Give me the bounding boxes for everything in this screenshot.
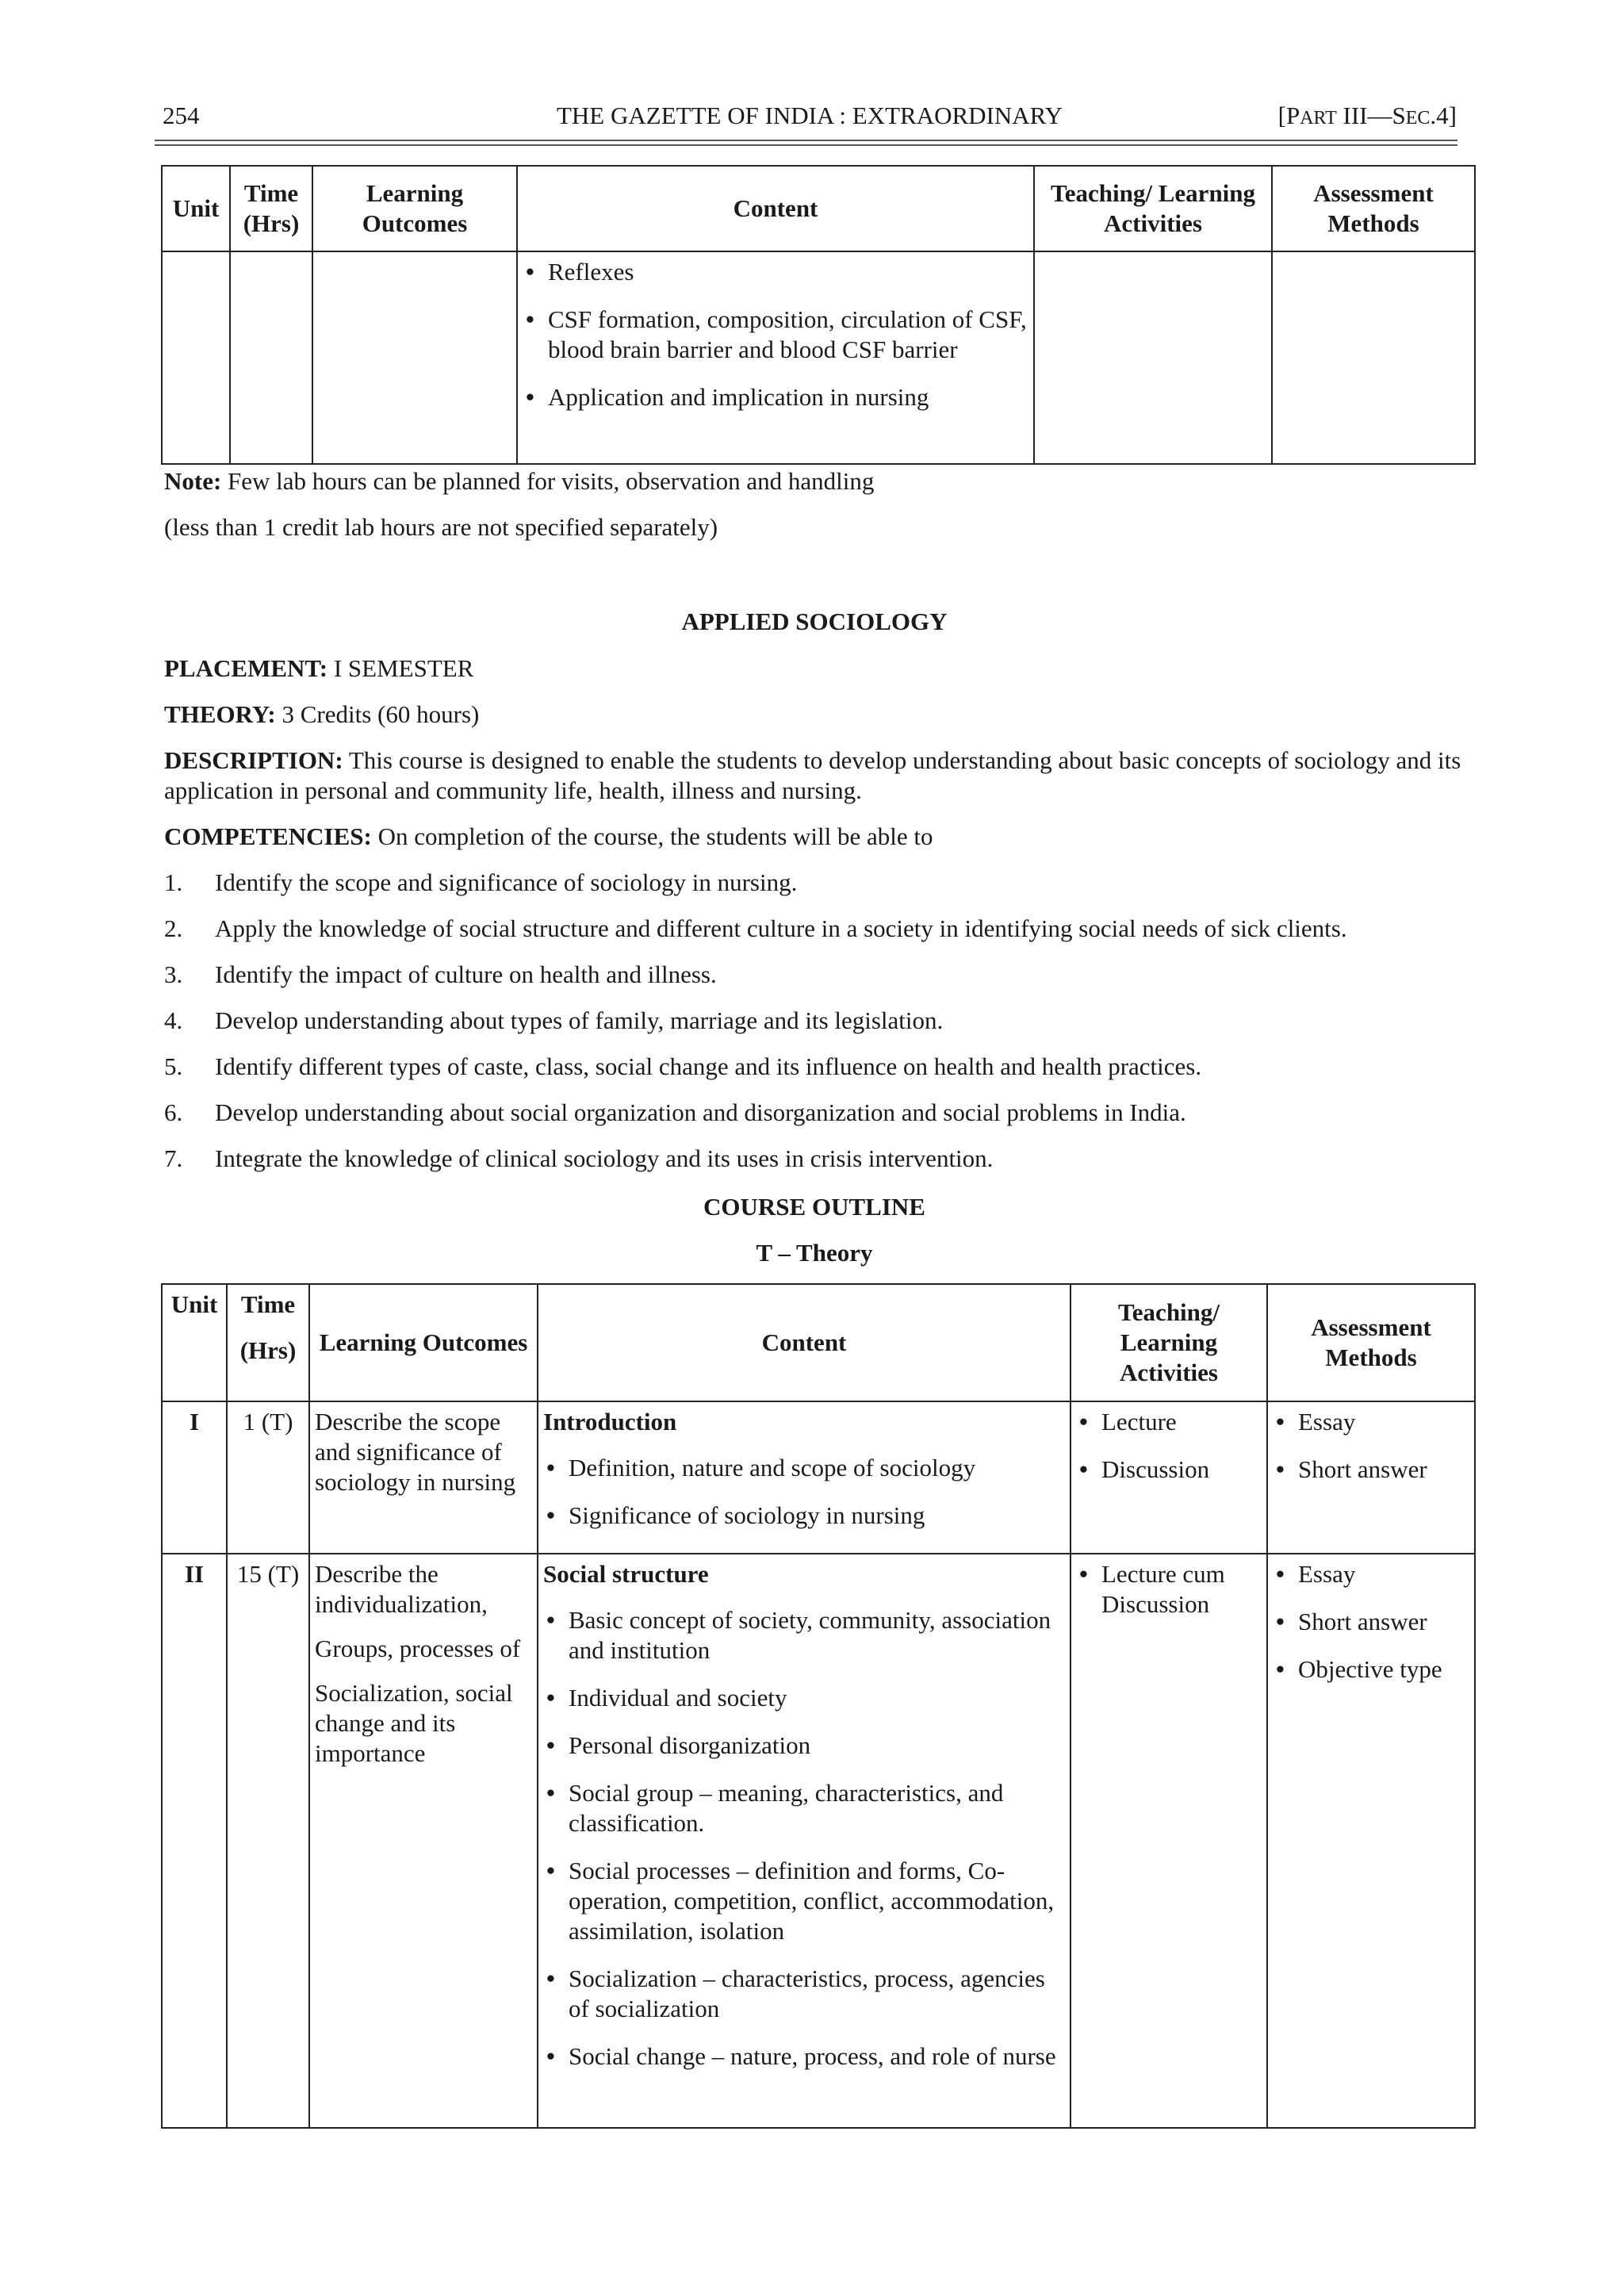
list-item: 1. Identify the scope and significance of sociology in nursing. — [164, 868, 798, 896]
course-title: APPLIED SOCIOLOGY — [681, 608, 948, 635]
header-assessment: Assessment Methods — [1267, 1284, 1475, 1401]
list-item: 4. Develop understanding about types of family, marriage and its legislation. — [164, 1006, 944, 1034]
cell-activities — [1071, 1401, 1267, 1554]
table-header-row — [162, 1284, 1475, 1401]
cell-unit — [162, 251, 230, 464]
cell-assessment — [1272, 251, 1475, 464]
header-learning-outcomes: Learning Outcomes — [312, 166, 517, 251]
list-item: • Definition, nature and scope of sociology — [543, 1453, 1065, 1483]
table-row — [162, 251, 1475, 464]
list-item: • Essay — [1273, 1559, 1469, 1589]
header-content: Content — [538, 1284, 1071, 1401]
header-learning-outcomes: Learning Outcomes — [309, 1284, 538, 1401]
list-item: • Short answer — [1273, 1607, 1469, 1637]
cell-activities — [1034, 251, 1272, 464]
list-item: • Significance of sociology in nursing — [543, 1501, 1065, 1531]
theory: THEORY: 3 Credits (60 hours) — [164, 700, 480, 728]
list-item: • Personal disorganization — [543, 1731, 1065, 1761]
content-heading: Social structure — [543, 1560, 709, 1588]
course-outline-subtitle: T – Theory — [756, 1239, 873, 1267]
cell-content — [538, 1401, 1071, 1554]
page-header — [163, 94, 1457, 141]
competencies-intro: COMPETENCIES: On completion of the course, the students will be able to — [164, 822, 933, 850]
list-item: • CSF formation, composition, circulation of CSF, blood brain barrier and blood CSF barrier — [523, 305, 1028, 365]
cell-assessment — [1267, 1554, 1475, 2128]
cell-outcomes — [312, 251, 517, 464]
cell-content — [538, 1554, 1071, 2128]
note-text: Few lab hours can be planned for visits, observation and handling — [221, 467, 875, 495]
header-assessment: Assessment Methods — [1272, 166, 1475, 251]
list-item: • Individual and society — [543, 1683, 1065, 1713]
header-rule-bottom — [155, 144, 1457, 146]
course-outline-title: COURSE OUTLINE — [703, 1193, 925, 1221]
list-item: • Socialization – characteristics, process, agencies of socialization — [543, 1964, 1065, 2024]
cell-activities — [1071, 1554, 1267, 2128]
course-outline-table — [161, 1283, 1476, 2129]
cell-time: 15 (T) — [227, 1554, 309, 2128]
cell-time: 1 (T) — [227, 1401, 309, 1554]
table-header-row — [162, 166, 1475, 251]
header-unit: Unit — [162, 1284, 227, 1401]
part-section: [PART III—SEC.4] — [1277, 102, 1457, 129]
gazette-title: THE GAZETTE OF INDIA : EXTRAORDINARY — [556, 102, 1063, 129]
list-item: 3. Identify the impact of culture on health and illness. — [164, 960, 717, 988]
list-item: • Basic concept of society, community, association and institution — [543, 1605, 1065, 1665]
cell-unit: I — [162, 1401, 227, 1554]
list-item: • Essay — [1273, 1407, 1469, 1437]
list-item: • Objective type — [1273, 1654, 1469, 1685]
description: DESCRIPTION: This course is designed to enable the students to develop understanding about basic concepts of sociology and its application in personal and community life, health, illness and nursing. — [164, 746, 1461, 804]
list-item: 5. Identify different types of caste, class, social change and its influence on health and health practices. — [164, 1052, 1202, 1080]
list-item: 7. Integrate the knowledge of clinical sociology and its uses in crisis intervention. — [164, 1144, 994, 1172]
placement: PLACEMENT: I SEMESTER — [164, 654, 474, 682]
header-activities: Teaching/ Learning Activities — [1071, 1284, 1267, 1401]
header-time: Time (Hrs) — [230, 166, 312, 251]
list-item: • Reflexes — [523, 257, 1028, 287]
header-rule-top — [155, 140, 1457, 141]
cell-outcomes: Describe the scope and significance of sociology in nursing — [309, 1401, 538, 1554]
page-number: 254 — [163, 102, 200, 129]
table-row — [162, 1554, 1475, 2128]
content-heading: Introduction — [543, 1408, 677, 1435]
note-label: Note: — [164, 467, 222, 495]
note — [164, 466, 1465, 496]
cell-time — [230, 251, 312, 464]
table-row — [162, 1401, 1475, 1554]
list-item: • Application and implication in nursing — [523, 382, 1028, 412]
header-unit: Unit — [162, 166, 230, 251]
cell-assessment — [1267, 1401, 1475, 1554]
continuation-table — [161, 165, 1476, 465]
list-item: 2. Apply the knowledge of social structure and different culture in a society in identifying social needs of sick clients. — [164, 914, 1347, 942]
cell-outcomes: Describe the individualization, Groups, processes of Socialization, social change and its importance — [309, 1554, 538, 2128]
list-item: • Discussion — [1076, 1455, 1262, 1485]
header-content: Content — [517, 166, 1034, 251]
list-item: • Lecture — [1076, 1407, 1262, 1437]
list-item: • Social change – nature, process, and role of nurse — [543, 2041, 1065, 2072]
list-item: 6. Develop understanding about social organization and disorganization and social problems in India. — [164, 1098, 1186, 1126]
list-item: • Short answer — [1273, 1455, 1469, 1485]
header-activities: Teaching/ Learning Activities — [1034, 166, 1272, 251]
list-item: • Social group – meaning, characteristics, and classification. — [543, 1778, 1065, 1838]
cell-unit: II — [162, 1554, 227, 2128]
header-time: Time (Hrs) — [227, 1284, 309, 1401]
list-item: • Social processes – definition and forms, Co-operation, competition, conflict, accommodation, assimilation, isolation — [543, 1856, 1065, 1946]
list-item: • Lecture cum Discussion — [1076, 1559, 1262, 1619]
note-line-2: (less than 1 credit lab hours are not specified separately) — [164, 513, 718, 541]
cell-content — [517, 251, 1034, 464]
